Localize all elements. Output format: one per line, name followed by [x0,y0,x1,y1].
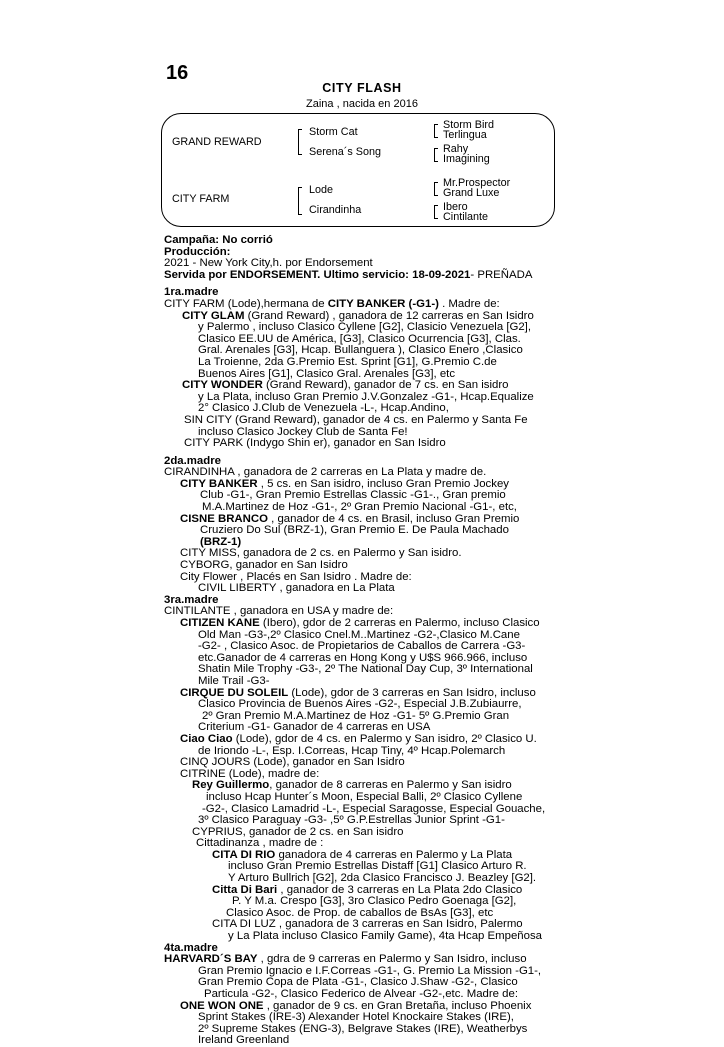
text-line-main: y La Plata incluso Clasico Family Game), 4ta Hcap Empeñosa [228,930,543,943]
pedigree-g6: Grand Luxe [443,187,500,199]
text-line-tail: - PREÑADA [470,268,533,281]
text-line-main: Clasico EE.UU de América, [G3], Clasico Ocurrencia [G3], Clas. [198,332,521,345]
bracket [298,187,302,215]
text-line-main: City Flower , Placés en San Isidro . Madre de: [180,570,412,583]
text-line-main: 1ra.madre [164,286,219,299]
text-line-main: M.A.Martinez de Hoz -G1-, 2º Gran Premio Nacional -G1-, etc, [202,501,517,514]
text-line-main: CISNE BRANCO [180,512,268,525]
pedigree-dam: CITY FARM [172,193,230,205]
text-line-main: Criterium -G1- Ganador de 4 carreras en USA [198,721,431,734]
text-line-main: CIVIL LIBERTY , ganadora en La Plata [198,582,395,595]
bracket [434,182,438,196]
bracket [298,129,302,155]
text-line-main: Servida por ENDORSEMENT. Ultimo servicio: 18-09-2021 [164,268,471,281]
text-line-main: 3ra.madre [164,593,219,606]
text-line-main: Gral. Arenales [G3], Hcap. Bullanguera ), Clasico Enero ,Clasico [198,344,523,357]
text-line-main: Old Man -G3-,2º Clasico Cnel.M..Martinez -G2-,Clasico M.Cane [198,628,520,641]
pedigree-dam-dam: Cirandinha [309,204,362,216]
text-line-main: CITY BANKER [180,477,258,490]
pedigree-dam-sire: Lode [309,184,334,196]
text-line-tail: . Madre de: [438,297,500,310]
text-line-main: CITRINE (Lode), madre de: [180,767,320,780]
text-line-tail: , ganador de 9 cs. en Gran Bretaña, incluso Phoenix [263,999,532,1012]
text-line-main: HARVARD´S BAY [164,953,258,966]
text-line [164,1035,724,1047]
text-line-main: Ciao Ciao [180,732,233,745]
text-line-main: de Iriondo -L-, Esp. I.Correas, Hcap Tiny, 4º Hcap.Polemarch [198,744,506,757]
text-line-main: CITA DI RIO [212,848,276,861]
text-line-main: CITY MISS, ganadora de 2 cs. en Palermo y San isidro. [180,547,462,560]
text-line-main: Shatin Mile Trophy -G3-, 2º The National Day Cup, 3º International [198,663,533,676]
text-line-main: 2° Clasico J.Club de Venezuela -L-, Hcap.Andino, [198,402,449,415]
text-line-main: 2da.madre [164,454,221,467]
text-line-tail: (Lode), gdor de 3 carreras en San Isidro, incluso [288,686,536,699]
text-line-main: P. Y M.a. Crespo [G3], 3ro Clasico Pedro Goenaga [G2], [232,895,517,908]
text-line-main: y La Plata, incluso Gran Premio J.V.Gonzalez -G1-, Hcap.Equalize [198,390,534,403]
horse-name: CITY FLASH [322,81,402,95]
bracket [434,124,438,138]
text-line-bold: CITY BANKER (-G1-) [327,297,439,310]
text-line-main: CIRANDINHA , ganadora de 2 carreras en La Plata y madre de. [164,466,487,479]
text-line-main: CYPRIUS, ganador de 2 cs. en San isidro [192,825,404,838]
text-line-main: Y Arturo Bullrich [G2], 2da Clasico Francisco J. Beazley [G2]. [228,872,537,885]
pedigree-g7: Ibero [443,201,468,213]
text-line [164,583,724,595]
text-line-main: La Troienne, 2da G.Premio Est. Sprint [G1], G.Premio C.de [198,355,497,368]
text-line-main: Campaña: No corrió [164,234,273,246]
pedigree-g2: Terlingua [443,129,487,141]
text-line-main: incluso Gran Premio Estrellas Distaff [G1] Clasico Arturo R. [228,860,527,873]
pedigree-sire-dam: Serena´s Song [309,146,382,158]
catalog-text [164,235,724,1047]
pedigree-sire: GRAND REWARD [172,136,262,148]
text-line-main: Clasico Provincia de Buenos Aires -G2-, Especial J.B.Zubiaurre, [198,698,522,711]
text-line-main: etc.Ganador de 4 carreras en Hong Kong y U$S 966.966, incluso [198,651,528,664]
pedigree-sire-sire: Storm Cat [309,126,358,138]
text-line-main: CINQ JOURS (Lode), ganador en San Isidro [180,756,405,769]
text-line [164,235,724,247]
text-line-main: CYBORG, ganador en San Isidro [180,559,348,572]
text-line-main: 2º Supreme Stakes (ENG-3), Belgrave Stakes (IRE), Weatherbys [198,1022,528,1035]
pedigree-g3: Rahy [443,143,469,155]
text-line-main: Producción: [164,245,231,258]
text-line-main: Gran Premio Copa de Plata -G1-, Clasico J.Shaw -G2-, Clasico [198,976,518,989]
text-line-tail: (Grand Reward) , ganadora de 12 carreras en San Isidro [244,309,534,322]
text-line-tail: (Lode), gdor de 4 cs. en Palermo y San isidro, 2º Clasico U. [232,732,537,745]
text-line-main: CINTILANTE , ganadora en USA y madre de: [164,605,394,618]
text-line-main: CIRQUE DU SOLEIL [180,686,289,699]
text-line-main: CITY WONDER [182,379,263,392]
text-line-main: incluso Clasico Jockey Club de Santa Fe! [198,425,408,438]
text-line-main: Cruziero Do Sul (BRZ-1), Gran Premio E. De Paula Machado [200,524,509,537]
text-line [164,438,724,450]
text-line-main: 4ta.madre [164,941,218,954]
bracket [434,148,438,162]
pedigree-g1: Storm Bird [443,119,494,131]
text-line-main: 2021 - New York City,h. por Endorsement [164,257,373,270]
text-line-tail: ganadora de 4 carreras en Palermo y La Plata [275,848,513,861]
text-line [164,525,724,537]
text-line [164,270,724,282]
pedigree-g8: Cintilante [443,211,489,223]
horse-subtitle: Zaina , nacida en 2016 [306,98,418,110]
text-line-main: CITY GLAM [182,309,245,322]
text-line-tail: (Ibero), gdor de 2 carreras en Palermo, incluso Clasico [259,617,540,629]
text-line-main: Gran Premio Ignacio e I.F.Correas -G1-, G. Premio La Mission -G1-, [198,964,542,977]
text-line-main: Citta Di Bari [212,883,278,896]
lot-number: 16 [166,62,189,84]
text-line-main: ONE WON ONE [180,999,264,1012]
text-line-main: (BRZ-1) [200,535,242,548]
text-line-main: -G2-, Clasico Lamadrid -L-, Especial Saragosse, Especial Gouache, [202,802,546,815]
text-line-main: CITY PARK (Indygo Shin er), ganador en San Isidro [184,437,446,450]
text-line-tail: , 5 cs. en San isidro, incluso Gran Premio Jockey [257,477,509,490]
pedigree-g5: Mr.Prospector [443,177,511,189]
text-line-main: CITIZEN KANE [180,617,260,629]
text-line-main: Mile Trail -G3- [198,674,270,687]
text-line-main: SIN CITY (Grand Reward), ganador de 4 cs. en Palermo y Santa Fe [184,413,528,426]
text-line-tail: (Grand Reward), ganador de 7 cs. en San isidro [262,379,509,392]
text-line-main: Buenos Aires [G1], Clasico Gral. Arenales [G3], etc [198,367,456,380]
pedigree-g4: Imagining [443,153,490,165]
text-line-main: Clasico Asoc. de Prop. de caballos de BsAs [G3], etc [226,906,494,919]
text-line-tail: , ganador de 8 carreras en Palermo y San isidro [269,779,512,792]
text-line-main: Rey Guillermo [192,779,270,792]
text-line-main: Particula -G2-, Clasico Federico de Alvear -G2-,etc. Madre de: [204,988,518,1000]
text-line-main: 2º Gran Premio M.A.Martinez de Hoz -G1- 5º G.Premio Gran [202,709,510,722]
text-line-main: CITY FARM (Lode),hermana de [164,297,328,310]
text-line-main: CITA DI LUZ , ganadora de 3 carreras en San Isidro, Palermo [212,918,523,931]
text-line-tail: , gdra de 9 carreras en Palermo y San Isidro, incluso [257,953,527,966]
text-line-tail: , ganador de 4 cs. en Brasil, incluso Gran Premio [267,512,520,525]
text-line-main: Sprint Stakes (IRE-3) Alexander Hotel Knockaire Stakes (IRE), [198,1011,514,1024]
text-line-main: 3º Clasico Paraguay -G3- ,5º G.P.Estrellas Junior Sprint -G1- [198,814,505,827]
text-line-main: -G2- , Clasico Asoc. de Propietarios de Caballos de Carrera -G3- [198,640,526,653]
text-line-main: Ireland Greenland [198,1034,290,1047]
pedigree-box [161,113,555,227]
text-line-main: Club -G1-, Gran Premio Estrellas Classic -G1-., Gran premio [200,489,506,502]
text-line-tail: , ganador de 3 carreras en La Plata 2do Clasico [277,883,523,896]
text-line-main: y Palermo , incluso Clasico Cyllene [G2], Clasicio Venezuela [G2], [198,321,532,334]
text-line-main: Cittadinanza , madre de : [196,837,324,850]
text-line-main: incluso Hcap Hunter´s Moon, Especial Balli, 2º Clasico Cyllene [206,790,523,803]
text-line [164,931,724,943]
bracket [434,205,438,219]
